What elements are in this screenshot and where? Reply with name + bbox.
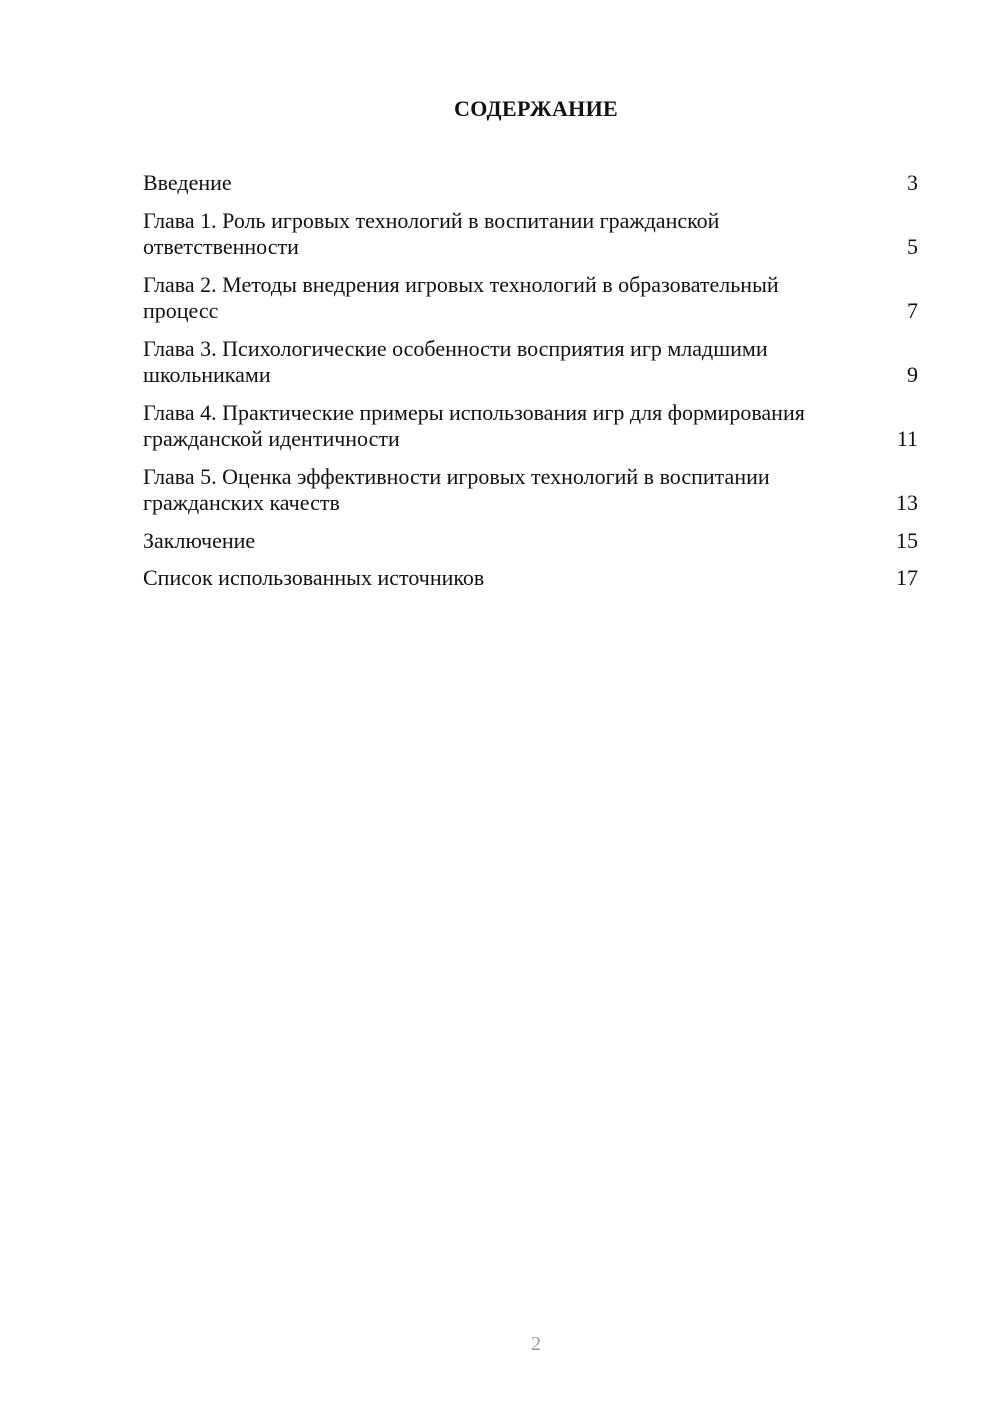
table-of-contents (143, 170, 918, 603)
page-title: СОДЕРЖАНИЕ (454, 96, 618, 121)
toc-entry-conclusion (143, 528, 918, 555)
toc-entry-title: Глава 2. Методы внедрения игровых технологий в образовательный процесс (143, 271, 779, 323)
toc-entry-page: 9 (907, 362, 918, 387)
toc-entry-chapter-3 (143, 336, 918, 389)
toc-entry-chapter-1 (143, 208, 918, 261)
toc-entry-references (143, 565, 918, 592)
page-number: 2 (531, 1333, 541, 1355)
toc-entry-page: 11 (896, 426, 918, 451)
toc-entry-page: 3 (907, 170, 918, 195)
toc-entry-page: 15 (896, 527, 918, 553)
toc-entry-title: Список использованных источников (143, 565, 485, 590)
toc-entry-page: 17 (896, 565, 918, 590)
toc-entry-title: Глава 1. Роль игровых технологий в воспитании гражданской ответственности (143, 207, 720, 259)
toc-entry-chapter-5 (143, 464, 918, 517)
toc-entry-title: Глава 5. Оценка эффективности игровых технологий в воспитании гражданских качеств (143, 463, 770, 515)
toc-entry-page: 5 (907, 234, 918, 259)
toc-entry-title: Введение (143, 170, 232, 195)
toc-entry-title: Заключение (143, 527, 256, 553)
toc-entry-title: Глава 3. Психологические особенности восприятия игр младшими школьниками (143, 335, 768, 387)
toc-entry-page: 7 (907, 298, 918, 323)
toc-entry-chapter-4 (143, 400, 918, 453)
toc-entry-title: Глава 4. Практические примеры использования игр для формирования гражданской идентичности (143, 399, 805, 451)
toc-entry-introduction (143, 170, 918, 197)
toc-entry-chapter-2 (143, 272, 918, 325)
toc-entry-page: 13 (896, 490, 918, 515)
